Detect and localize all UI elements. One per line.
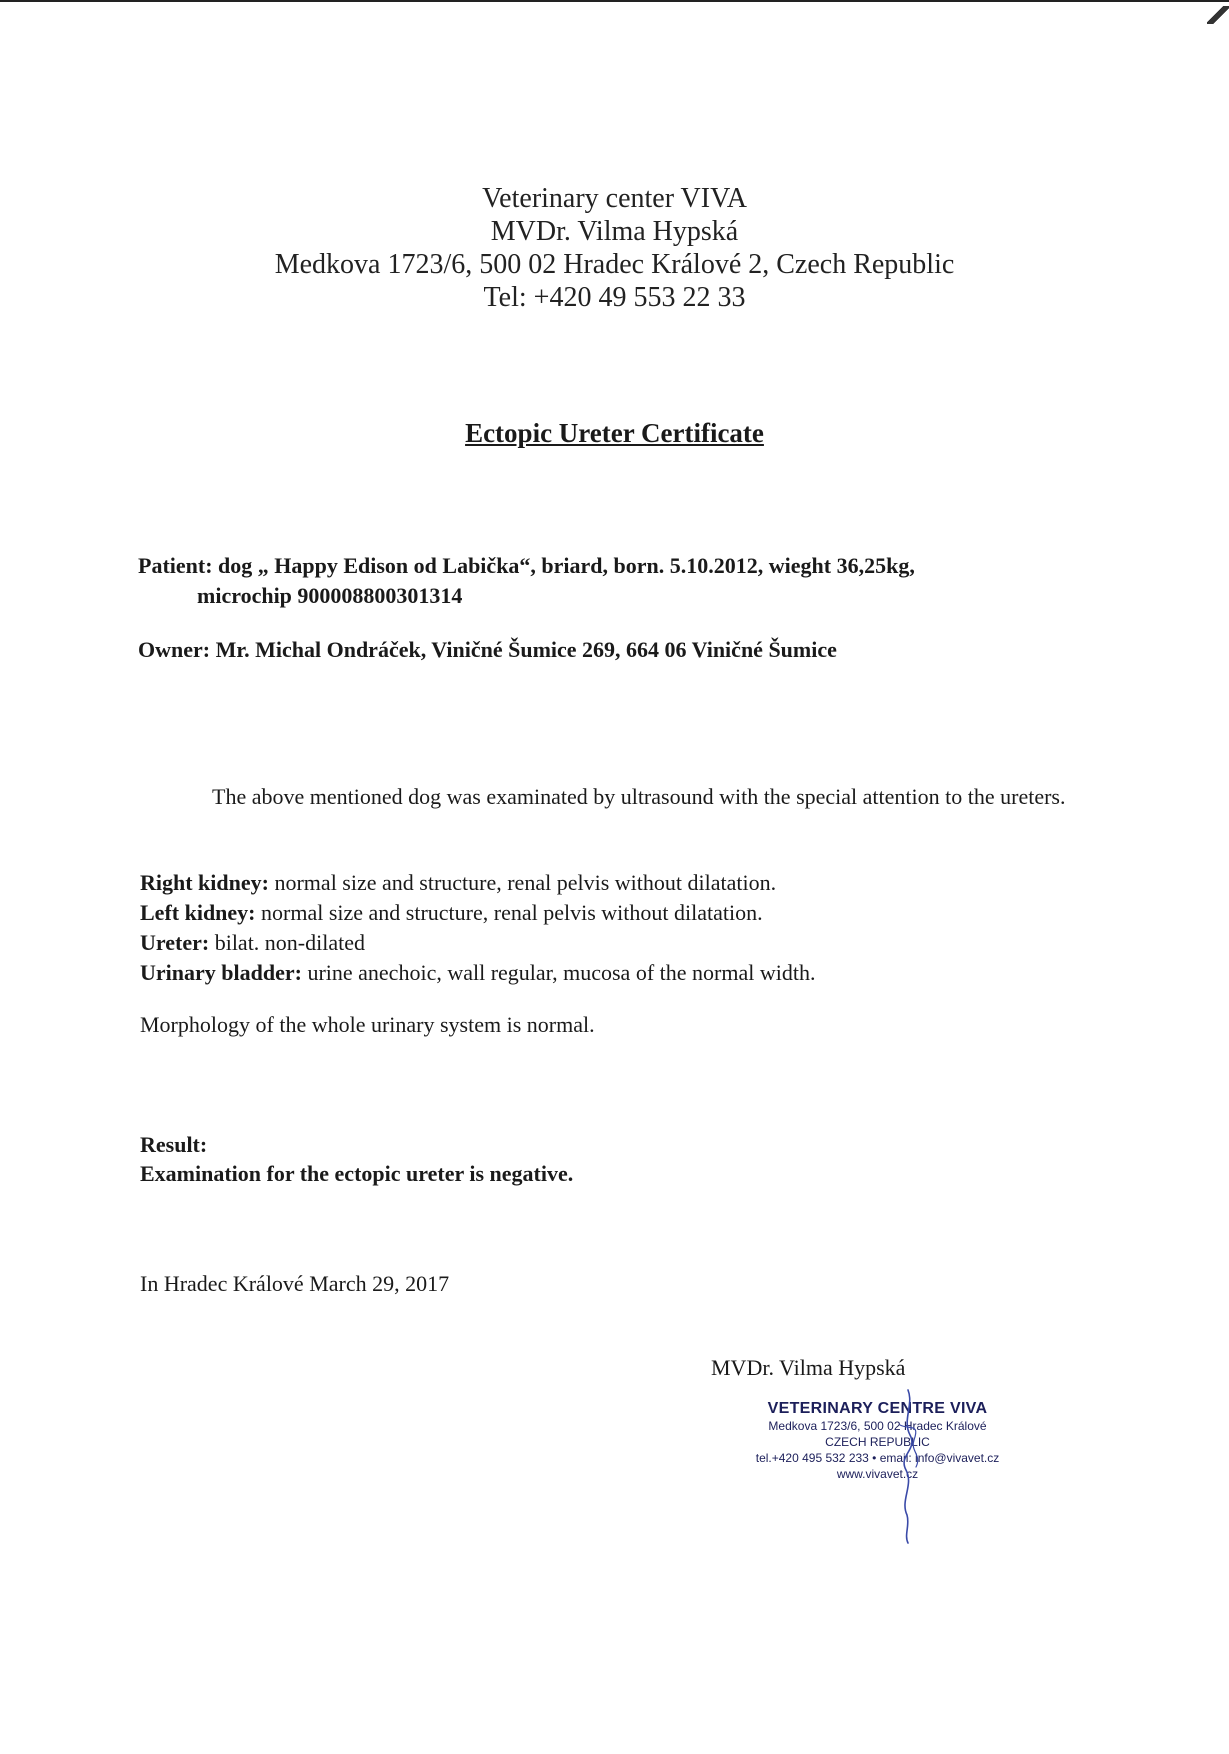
clinic-header bbox=[0, 182, 1229, 314]
top-border bbox=[0, 0, 1229, 2]
handwritten-signature bbox=[880, 1385, 940, 1545]
stamp-title: VETERINARY CENTRE VIVA bbox=[767, 1400, 988, 1417]
finding-text: bilat. non-dilated bbox=[209, 930, 365, 955]
patient-microchip: microchip 900008800301314 bbox=[197, 583, 463, 608]
clinic-address: Medkova 1723/6, 500 02 Hradec Králové 2, Czech Republic bbox=[274, 249, 955, 280]
stamp-address: Medkova 1723/6, 500 02 Hradec Králové bbox=[768, 1419, 987, 1433]
finding-right-kidney bbox=[140, 868, 815, 898]
finding-ureter bbox=[140, 928, 815, 958]
morphology-summary: Morphology of the whole urinary system is normal. bbox=[140, 1012, 595, 1037]
finding-left-kidney bbox=[140, 898, 815, 928]
finding-label: Left kidney: bbox=[140, 900, 256, 925]
scan-corner-mark bbox=[1207, 6, 1229, 24]
clinic-name: Veterinary center VIVA bbox=[482, 183, 747, 214]
patient-info bbox=[138, 551, 1198, 611]
patient-line: Patient: dog „ Happy Edison od Labička“, briard, born. 5.10.2012, wieght 36,25kg, bbox=[138, 553, 915, 578]
finding-label: Right kidney: bbox=[140, 870, 269, 895]
owner-info: Owner: Mr. Michal Ondráček, Viničné Šumice 269, 664 06 Viničné Šumice bbox=[138, 637, 837, 662]
finding-label: Urinary bladder: bbox=[140, 960, 302, 985]
finding-label: Ureter: bbox=[140, 930, 210, 955]
result-text: Examination for the ectopic ureter is negative. bbox=[140, 1161, 574, 1186]
result-section bbox=[140, 1130, 573, 1188]
finding-urinary-bladder bbox=[140, 958, 815, 988]
finding-text: normal size and structure, renal pelvis without dilatation. bbox=[255, 900, 763, 925]
stamp-website: www.vivavet.cz bbox=[836, 1467, 919, 1481]
document-title: Ectopic Ureter Certificate bbox=[465, 418, 764, 448]
examination-intro: The above mentioned dog was examinated by ultrasound with the special attention to the ureters. bbox=[212, 784, 1066, 809]
findings-list bbox=[140, 868, 815, 988]
place-and-date: In Hradec Králové March 29, 2017 bbox=[140, 1271, 450, 1296]
finding-text: normal size and structure, renal pelvis without dilatation. bbox=[268, 870, 777, 895]
stamp-contact: tel.+420 495 532 233 • email: info@vivavet.cz bbox=[755, 1451, 1000, 1465]
finding-text: urine anechoic, wall regular, mucosa of the normal width. bbox=[301, 960, 816, 985]
stamp-country: CZECH REPUBLIC bbox=[825, 1435, 930, 1449]
clinic-stamp bbox=[740, 1400, 1015, 1482]
doctor-name: MVDr. Vilma Hypská bbox=[490, 216, 739, 247]
signer-name: MVDr. Vilma Hypská bbox=[711, 1355, 906, 1380]
clinic-phone: Tel: +420 49 553 22 33 bbox=[483, 282, 746, 313]
result-label: Result: bbox=[140, 1132, 208, 1157]
